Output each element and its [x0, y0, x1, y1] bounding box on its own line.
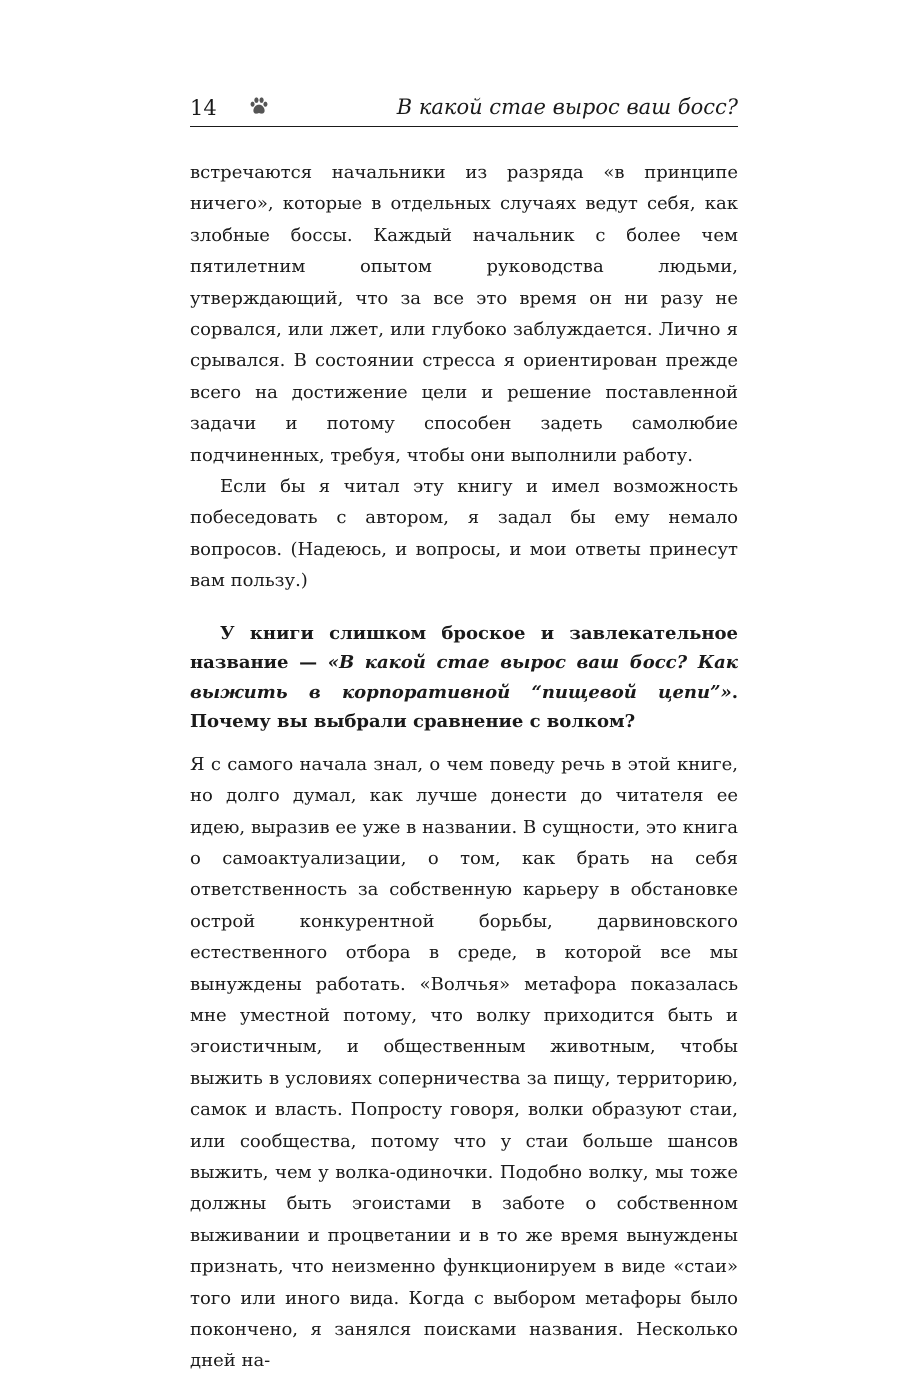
question-text-end: . Почему вы выбрали сравнение с волком? — [190, 681, 738, 733]
paw-print-icon — [248, 95, 270, 117]
page-number: 14 — [190, 96, 217, 120]
interview-answer: Я с самого начала знал, о чем поведу речь в этой книге, но долго думал, как лучше донести до читателя ее идею, выразив ее уже в названии. В сущности, это книга о самоактуализации, о том, как брать на себя ответственность за собственную карьеру в обстановке острой конкурентной борьбы, дарвиновского естественного отбора в среде, в которой все мы вынуждены работать. «Волчья» метафора показалась мне уместной потому, что волку приходится быть и эгоистичным, и общественным животным, чтобы выжить в условиях соперничества за пищу, территорию, самок и власть. Попросту говоря, волки образуют стаи, или сообщества, потому что у стаи больше шансов выжить, чем у волка-одиночки. Подобно волку, мы тоже должны быть эгоистами в заботе о собственном выживании и процветании и в то же время вынуждены признать, что неизменно функционируем в виде «стаи» того или иного вида. Когда с выбором метафоры было покончено, я занялся поисками названия. Несколько дней на- — [190, 753, 738, 1372]
question-text: У книги слишком броское и завлекательное название — — [190, 622, 738, 674]
paragraph: Если бы я читал эту книгу и имел возможность побеседовать с автором, я задал бы ему немало вопросов. (Надеюсь, и вопросы, и мои ответы принесут вам пользу.) — [190, 476, 738, 592]
running-title: В какой стае вырос ваш босс? — [396, 95, 738, 119]
page-header — [190, 88, 738, 127]
book-page — [190, 88, 738, 1377]
page-body — [190, 127, 738, 1377]
paragraph-continuation: встречаются начальники из разряда «в принципе ничего», которые в отдельных случаях ведут себя, как злобные боссы. Каждый начальник с более чем пятилетним опытом руководства людьми, утверждающий, что за все это время он ни разу не сорвался, или лжет, или глубоко заблуждается. Лично я срывался. В состоянии стресса я ориентирован прежде всего на достижение цели и решение поставленной задачи и потому способен задеть самолюбие подчиненных, требуя, чтобы они выполнили работу. — [190, 162, 738, 466]
interview-question — [190, 619, 738, 737]
book-title-quote: «В какой стае вырос ваш босс? Как выжить в корпоративной “пищевой цепи”» — [190, 652, 738, 703]
